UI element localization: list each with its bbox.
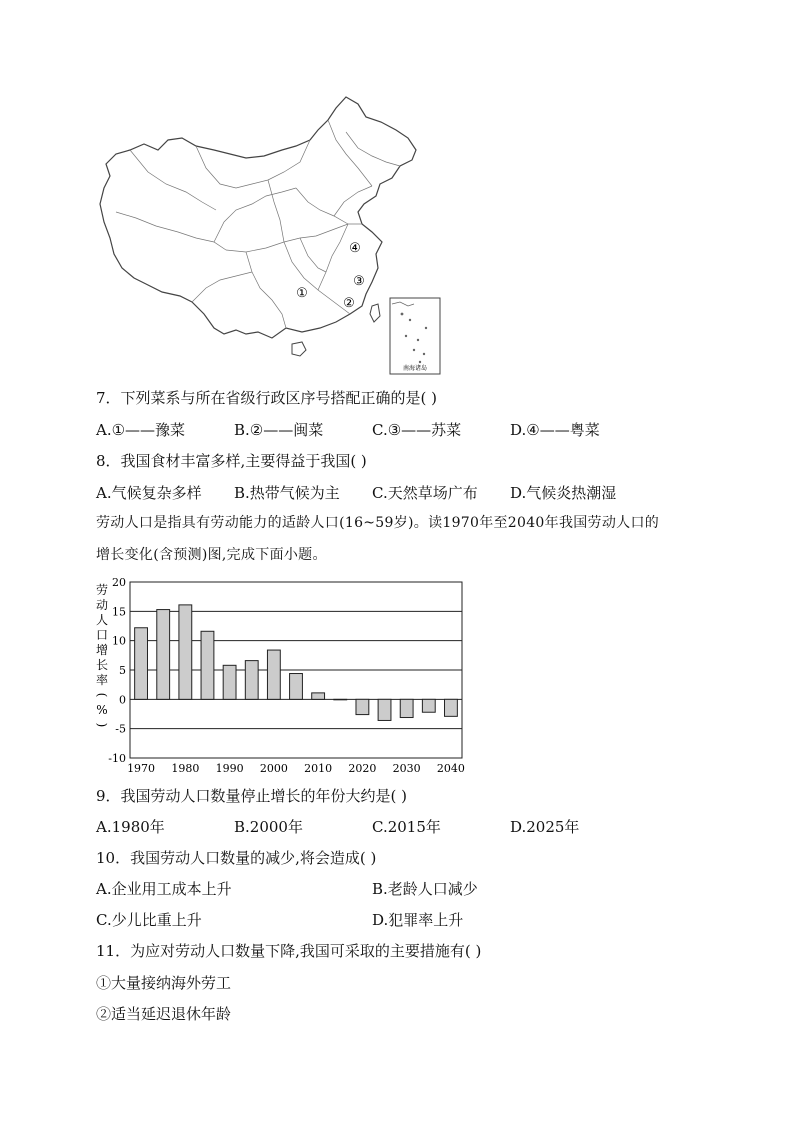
bar-chart-svg [88,576,468,776]
q10-option-d[interactable]: D.犯罪率上升 [372,911,464,929]
bar [312,693,325,699]
map-marker-3: ③ [353,274,365,289]
inset-label: 南海诸岛 [402,365,428,372]
q9-option-b[interactable]: B.2000年 [234,818,303,836]
q8-stem: 8．我国食材丰富多样,主要得益于我国( ) [96,452,367,470]
bar [422,699,435,712]
south-china-sea-inset [390,298,440,374]
q11-stem: 11．为应对劳动人口数量下降,我国可采取的主要措施有( ) [96,942,482,960]
y-tick-label: 5 [119,664,126,677]
y-axis-label-char: 口 [95,628,109,642]
map-marker-1: ① [296,286,308,301]
x-tick-label: 2040 [436,762,465,775]
bars [135,605,458,721]
q11-item-2[interactable]: ②适当延迟退休年龄 [96,1005,232,1023]
q9-stem: 9．我国劳动人口数量停止增长的年份大约是( ) [96,787,408,805]
y-tick-label: -10 [108,752,126,765]
q7-option-b[interactable]: B.②——闽菜 [234,421,324,439]
x-tick-label: 1990 [215,762,244,775]
bar [201,631,214,699]
q7-option-c[interactable]: C.③——苏菜 [372,421,462,439]
x-tick-label: 1970 [127,762,156,775]
y-axis-label-char: ( [95,692,109,698]
bar [267,650,280,699]
q10-stem: 10．我国劳动人口数量的减少,将会造成( ) [96,849,377,867]
bar [135,628,148,700]
hainan-island [292,342,306,356]
y-tick-label: 15 [112,605,126,619]
bar [445,699,458,716]
map-marker-4: ④ [349,241,361,256]
q7-option-d[interactable]: D.④——粤菜 [510,421,600,439]
china-map [96,92,446,377]
bar [378,699,391,720]
y-axis-label-char: 动 [95,598,109,612]
x-tick-label: 2010 [304,762,333,775]
x-tick-labels [127,762,465,775]
q8-option-c[interactable]: C.天然草场广布 [372,484,478,502]
bar [400,699,413,717]
q7-option-a[interactable]: A.①——豫菜 [96,421,186,439]
map-marker-2: ② [343,296,355,311]
y-axis-label-char: 增 [95,643,109,657]
y-axis-label-char: 人 [95,613,109,627]
q10-option-a[interactable]: A.企业用工成本上升 [96,880,232,898]
q7-stem: 7．下列菜系与所在省级行政区序号搭配正确的是( ) [96,389,438,407]
china-map-figure [96,92,446,377]
bar [179,605,192,699]
y-axis-label-char: % [96,703,108,717]
bar [223,665,236,699]
y-axis-label-char: ) [95,722,109,728]
y-axis-label-char: 率 [95,673,109,687]
x-tick-label: 2000 [259,762,288,775]
x-tick-label: 2030 [392,762,421,775]
q10-option-b[interactable]: B.老龄人口减少 [372,880,478,898]
q11-item-1[interactable]: ①大量接纳海外劳工 [96,974,232,992]
q8-option-b[interactable]: B.热带气候为主 [234,484,340,502]
y-axis-label-char: 劳 [95,583,109,597]
bar [157,610,170,700]
taiwan-island [370,304,380,322]
q9-option-a[interactable]: A.1980年 [96,818,165,836]
labor-growth-chart [88,576,468,776]
bar [334,699,347,700]
x-tick-label: 1980 [171,762,200,775]
q9-option-c[interactable]: C.2015年 [372,818,441,836]
x-tick-label: 2020 [348,762,377,775]
y-tick-labels [108,576,126,765]
bar [356,699,369,714]
y-axis-label-char: 长 [95,658,109,672]
y-tick-label: 10 [112,634,126,648]
q10-option-c[interactable]: C.少儿比重上升 [96,911,202,929]
q9-option-d[interactable]: D.2025年 [510,818,580,836]
passage-line-1: 劳动人口是指具有劳动能力的适龄人口(16~59岁)。读1970年至2040年我国劳动人口的 [96,515,660,531]
q8-option-a[interactable]: A.气候复杂多样 [96,484,202,502]
y-axis-label [95,582,109,727]
bar [245,661,258,700]
passage-line-2: 增长变化(含预测)图,完成下面小题。 [96,547,327,563]
china-outline [100,97,416,338]
q8-option-d[interactable]: D.气候炎热潮湿 [510,484,617,502]
y-tick-label: 0 [119,693,126,707]
y-tick-label: 20 [112,576,126,589]
bar [290,674,303,700]
y-tick-label: -5 [115,722,126,736]
